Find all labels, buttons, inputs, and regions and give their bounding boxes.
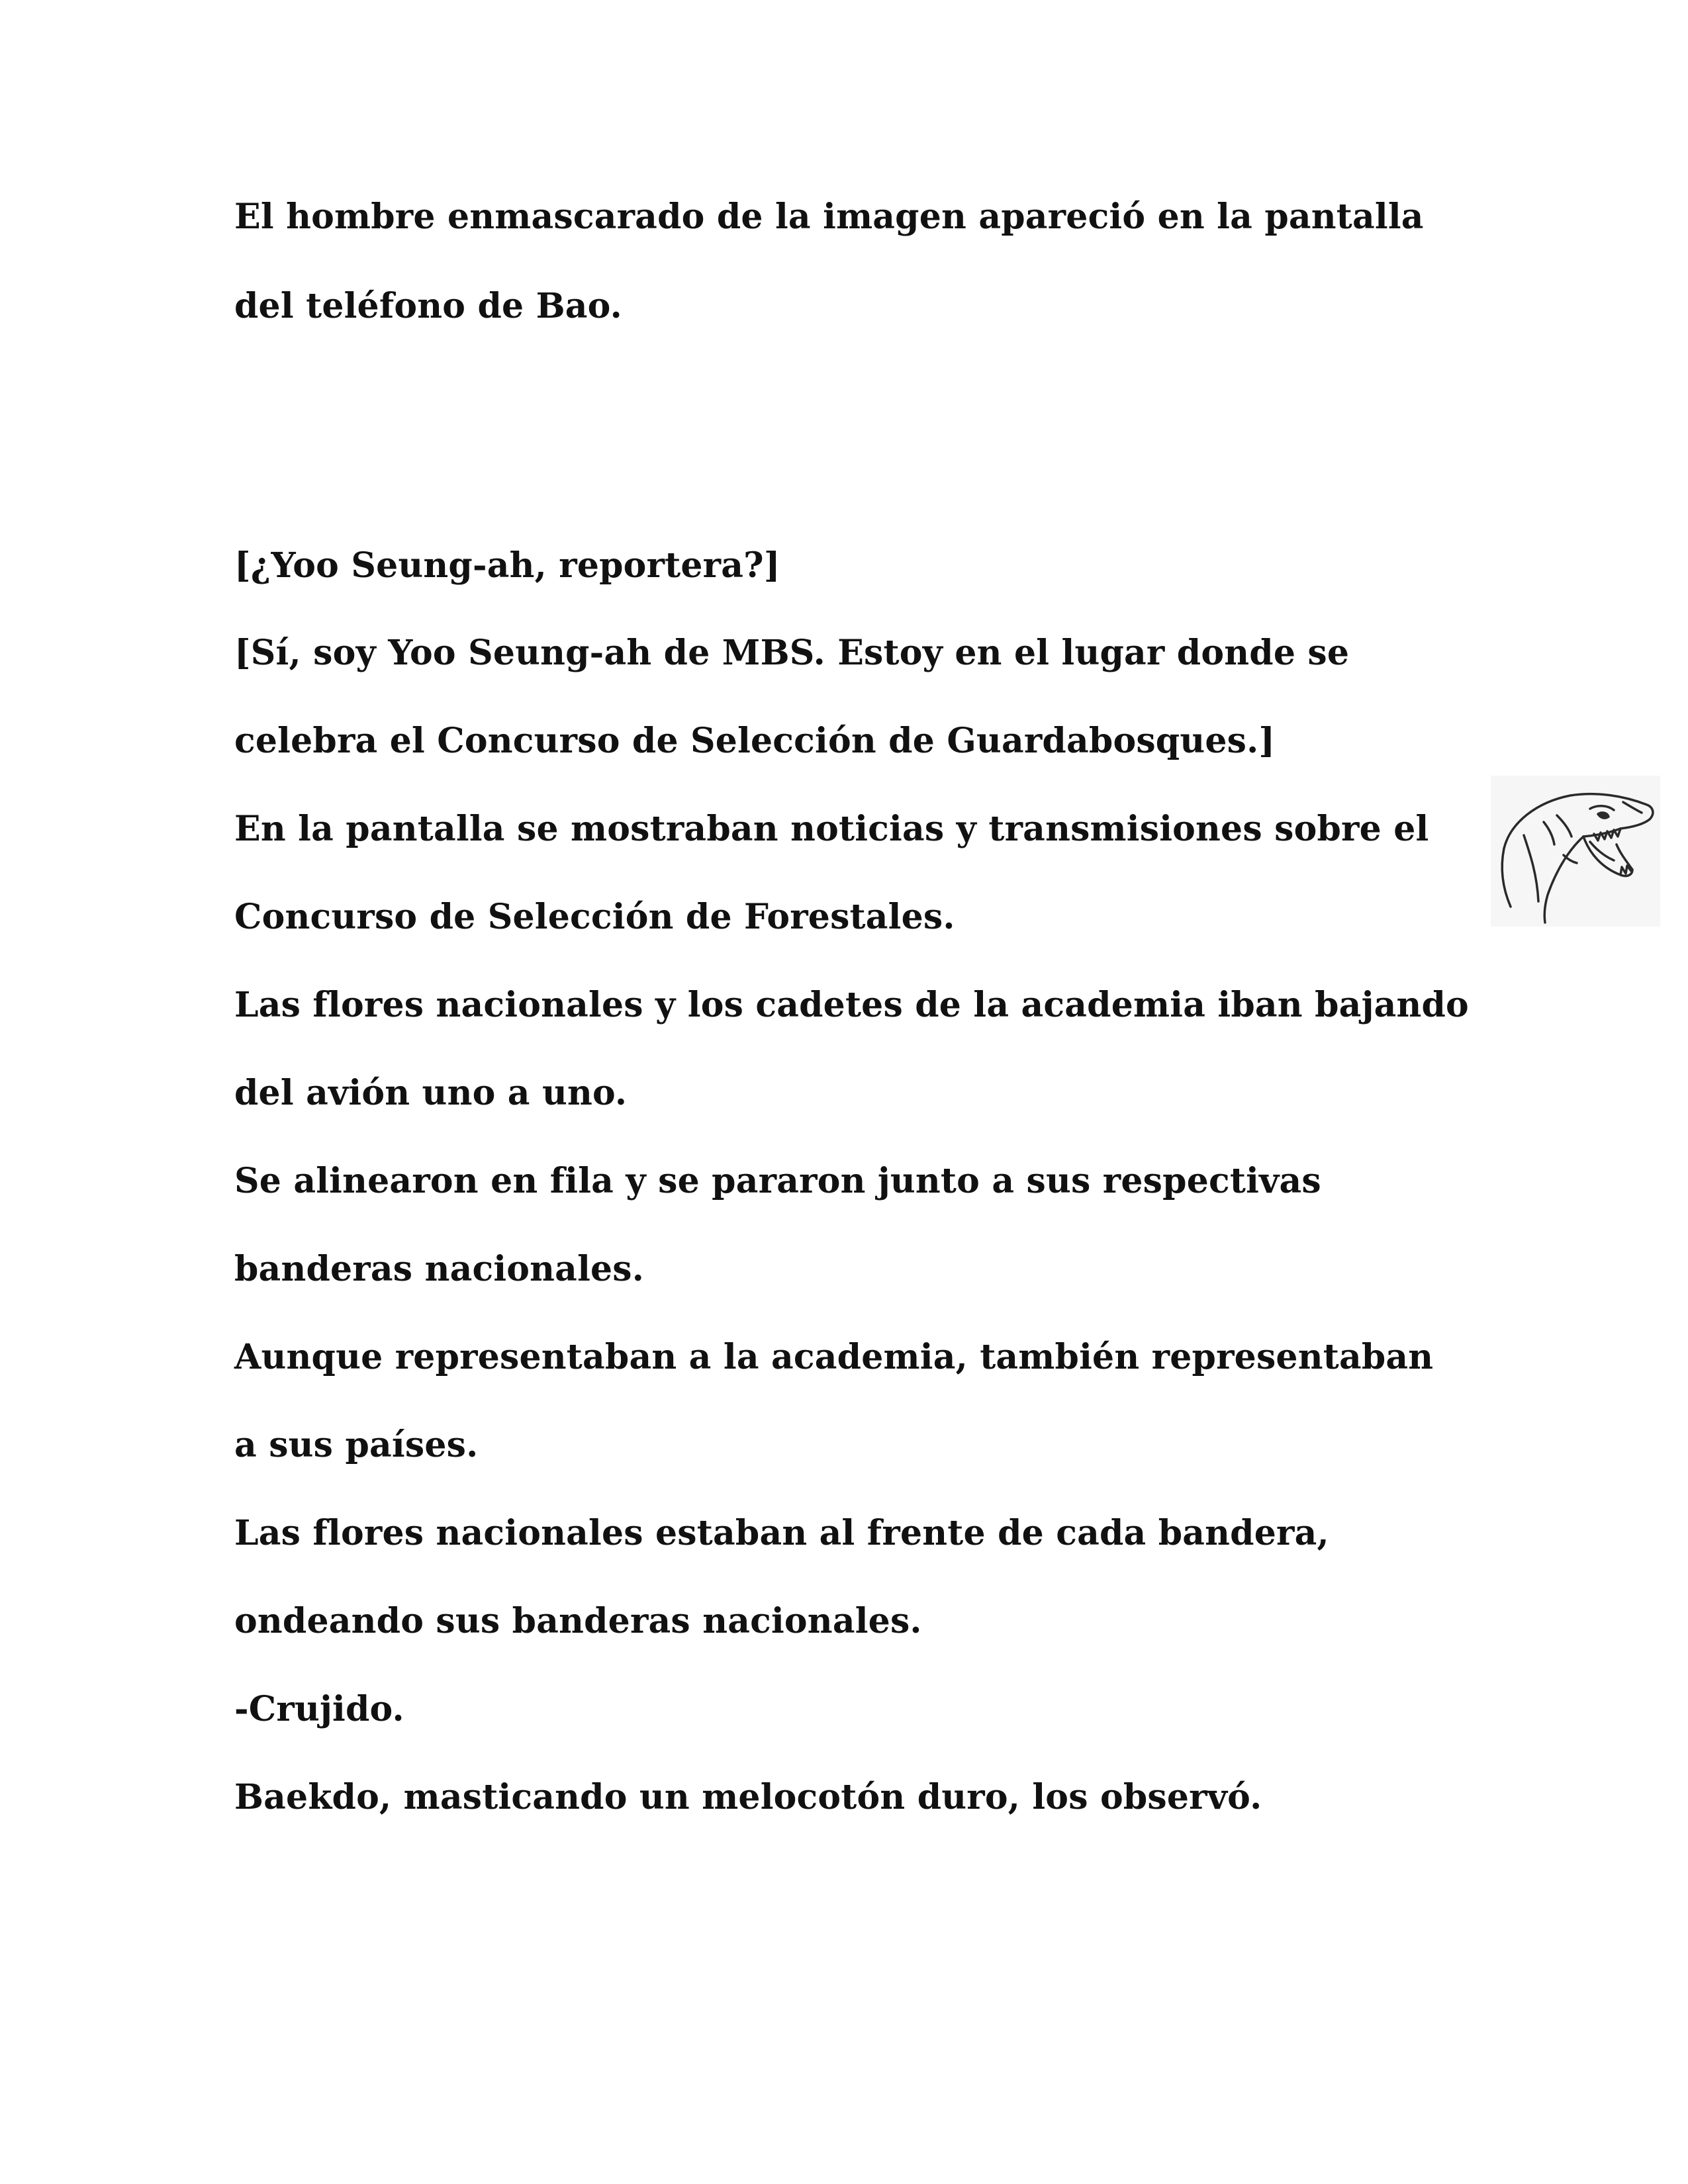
text-line-1: El hombre enmascarado de la imagen apareció en la pantalla <box>234 197 1424 237</box>
text-line-17: Baekdo, masticando un melocotón duro, los observó. <box>234 1777 1262 1817</box>
text-line-11: banderas nacionales. <box>234 1249 645 1289</box>
text-line-6: En la pantalla se mostraban noticias y transmisiones sobre el <box>234 809 1429 849</box>
dinosaur-head-sketch-icon <box>1491 776 1660 927</box>
text-line-5: celebra el Concurso de Selección de Guardabosques.] <box>234 721 1276 761</box>
text-line-16: -Crujido. <box>234 1689 404 1729</box>
text-line-4: [Sí, soy Yoo Seung-ah de MBS. Estoy en el lugar donde se <box>234 633 1350 673</box>
text-line-2: del teléfono de Bao. <box>234 286 622 326</box>
text-line-8: Las flores nacionales y los cadetes de la academia iban bajando <box>234 985 1469 1025</box>
text-line-3: [¿Yoo Seung-ah, reportera?] <box>234 545 780 586</box>
text-line-13: a sus países. <box>234 1425 479 1465</box>
text-line-14: Las flores nacionales estaban al frente de cada bandera, <box>234 1513 1329 1553</box>
text-line-12: Aunque representaban a la academia, también representaban <box>234 1337 1434 1377</box>
text-line-9: del avión uno a uno. <box>234 1073 628 1113</box>
text-line-10: Se alinearon en fila y se pararon junto a sus respectivas <box>234 1161 1321 1201</box>
text-line-7: Concurso de Selección de Forestales. <box>234 897 955 937</box>
text-line-15: ondeando sus banderas nacionales. <box>234 1601 922 1641</box>
